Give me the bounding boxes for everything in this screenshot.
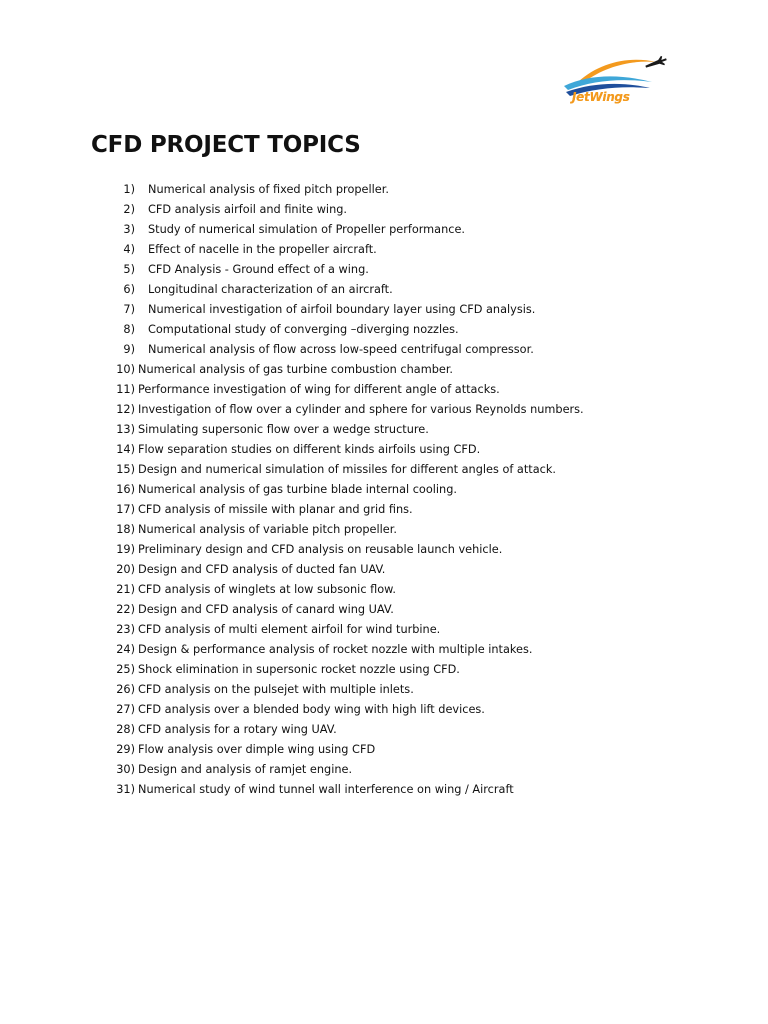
topic-text: Design and CFD analysis of canard wing UAV.	[138, 603, 394, 616]
list-item	[108, 340, 708, 360]
list-item	[108, 460, 708, 480]
list-item	[108, 220, 708, 240]
jetwings-logo	[560, 52, 670, 114]
topic-text: Design and analysis of ramjet engine.	[138, 763, 353, 776]
list-item	[108, 500, 708, 520]
topic-number: 26)	[116, 683, 135, 696]
topic-text: Design & performance analysis of rocket nozzle with multiple intakes.	[138, 643, 533, 656]
topic-text: CFD analysis for a rotary wing UAV.	[138, 723, 337, 736]
topic-text: CFD analysis on the pulsejet with multiple inlets.	[138, 683, 414, 696]
topic-text: Numerical study of wind tunnel wall interference on wing / Aircraft	[138, 783, 514, 796]
list-item	[108, 660, 708, 680]
topic-number: 21)	[116, 583, 135, 596]
list-item	[108, 480, 708, 500]
topic-text: Numerical analysis of gas turbine combustion chamber.	[138, 363, 454, 376]
topic-number: 5)	[123, 263, 135, 276]
list-item	[108, 260, 708, 280]
topic-text: CFD analysis of multi element airfoil for wind turbine.	[138, 623, 441, 636]
airplane-icon	[644, 54, 668, 71]
page-title: CFD PROJECT TOPICS	[91, 132, 361, 158]
topic-number: 30)	[116, 763, 135, 776]
topic-number: 20)	[116, 563, 135, 576]
topic-number: 17)	[116, 503, 135, 516]
logo-graphic	[560, 52, 670, 114]
list-item	[108, 360, 708, 380]
list-item	[108, 620, 708, 640]
topic-number: 2)	[123, 203, 135, 216]
topic-number: 22)	[116, 603, 135, 616]
topic-text: Performance investigation of wing for different angle of attacks.	[138, 383, 500, 396]
topic-number: 19)	[116, 543, 135, 556]
topic-text: Design and numerical simulation of missiles for different angles of attack.	[138, 463, 556, 476]
topic-number: 29)	[116, 743, 135, 756]
list-item	[108, 560, 708, 580]
topic-number: 10)	[116, 363, 135, 376]
topic-number: 25)	[116, 663, 135, 676]
list-item	[108, 420, 708, 440]
topic-text: CFD analysis airfoil and finite wing.	[148, 203, 347, 216]
topic-number: 18)	[116, 523, 135, 536]
topic-number: 31)	[116, 783, 135, 796]
topic-text: Numerical investigation of airfoil boundary layer using CFD analysis.	[148, 303, 536, 316]
topic-number: 1)	[123, 183, 135, 196]
topic-number: 7)	[123, 303, 135, 316]
topic-text: CFD analysis of missile with planar and grid fins.	[138, 503, 413, 516]
topic-number: 13)	[116, 423, 135, 436]
list-item	[108, 400, 708, 420]
topic-number: 15)	[116, 463, 135, 476]
list-item	[108, 520, 708, 540]
topic-number: 24)	[116, 643, 135, 656]
list-item	[108, 320, 708, 340]
topic-text: Numerical analysis of variable pitch propeller.	[138, 523, 397, 536]
topic-text: Design and CFD analysis of ducted fan UAV.	[138, 563, 386, 576]
topic-text: Flow separation studies on different kinds airfoils using CFD.	[138, 443, 481, 456]
topic-text: Simulating supersonic flow over a wedge structure.	[138, 423, 429, 436]
topic-text: Numerical analysis of gas turbine blade internal cooling.	[138, 483, 457, 496]
list-item	[108, 240, 708, 260]
list-item	[108, 600, 708, 620]
topic-text: CFD Analysis - Ground effect of a wing.	[148, 263, 369, 276]
topic-text: Flow analysis over dimple wing using CFD	[138, 743, 376, 756]
topic-text: Numerical analysis of fixed pitch propeller.	[148, 183, 389, 196]
topic-number: 6)	[123, 283, 135, 296]
topic-number: 12)	[116, 403, 135, 416]
list-item	[108, 440, 708, 460]
topic-number: 23)	[116, 623, 135, 636]
list-item	[108, 380, 708, 400]
topic-text: Numerical analysis of flow across low-speed centrifugal compressor.	[148, 343, 534, 356]
topic-number: 28)	[116, 723, 135, 736]
topic-text: Preliminary design and CFD analysis on reusable launch vehicle.	[138, 543, 503, 556]
topic-list	[108, 180, 708, 800]
topic-text: Shock elimination in supersonic rocket nozzle using CFD.	[138, 663, 460, 676]
list-item	[108, 300, 708, 320]
list-item	[108, 680, 708, 700]
topic-number: 8)	[123, 323, 135, 336]
list-item	[108, 200, 708, 220]
list-item	[108, 580, 708, 600]
list-item	[108, 780, 708, 800]
list-item	[108, 280, 708, 300]
logo-wordmark: JetWings	[572, 90, 630, 104]
topic-number: 27)	[116, 703, 135, 716]
topic-number: 16)	[116, 483, 135, 496]
topic-text: Study of numerical simulation of Propeller performance.	[148, 223, 466, 236]
topic-number: 4)	[123, 243, 135, 256]
topic-text: CFD analysis over a blended body wing with high lift devices.	[138, 703, 485, 716]
topic-number: 11)	[116, 383, 135, 396]
topic-number: 9)	[123, 343, 135, 356]
list-item	[108, 540, 708, 560]
list-item	[108, 740, 708, 760]
topic-text: CFD analysis of winglets at low subsonic flow.	[138, 583, 396, 596]
topic-text: Effect of nacelle in the propeller aircraft.	[148, 243, 377, 256]
topic-number: 14)	[116, 443, 135, 456]
list-item	[108, 180, 708, 200]
list-item	[108, 720, 708, 740]
list-item	[108, 640, 708, 660]
list-item	[108, 760, 708, 780]
topic-text: Investigation of flow over a cylinder and sphere for various Reynolds numbers.	[138, 403, 584, 416]
topic-number: 3)	[123, 223, 135, 236]
topic-text: Longitudinal characterization of an aircraft.	[148, 283, 393, 296]
list-item	[108, 700, 708, 720]
topic-text: Computational study of converging –diverging nozzles.	[148, 323, 459, 336]
